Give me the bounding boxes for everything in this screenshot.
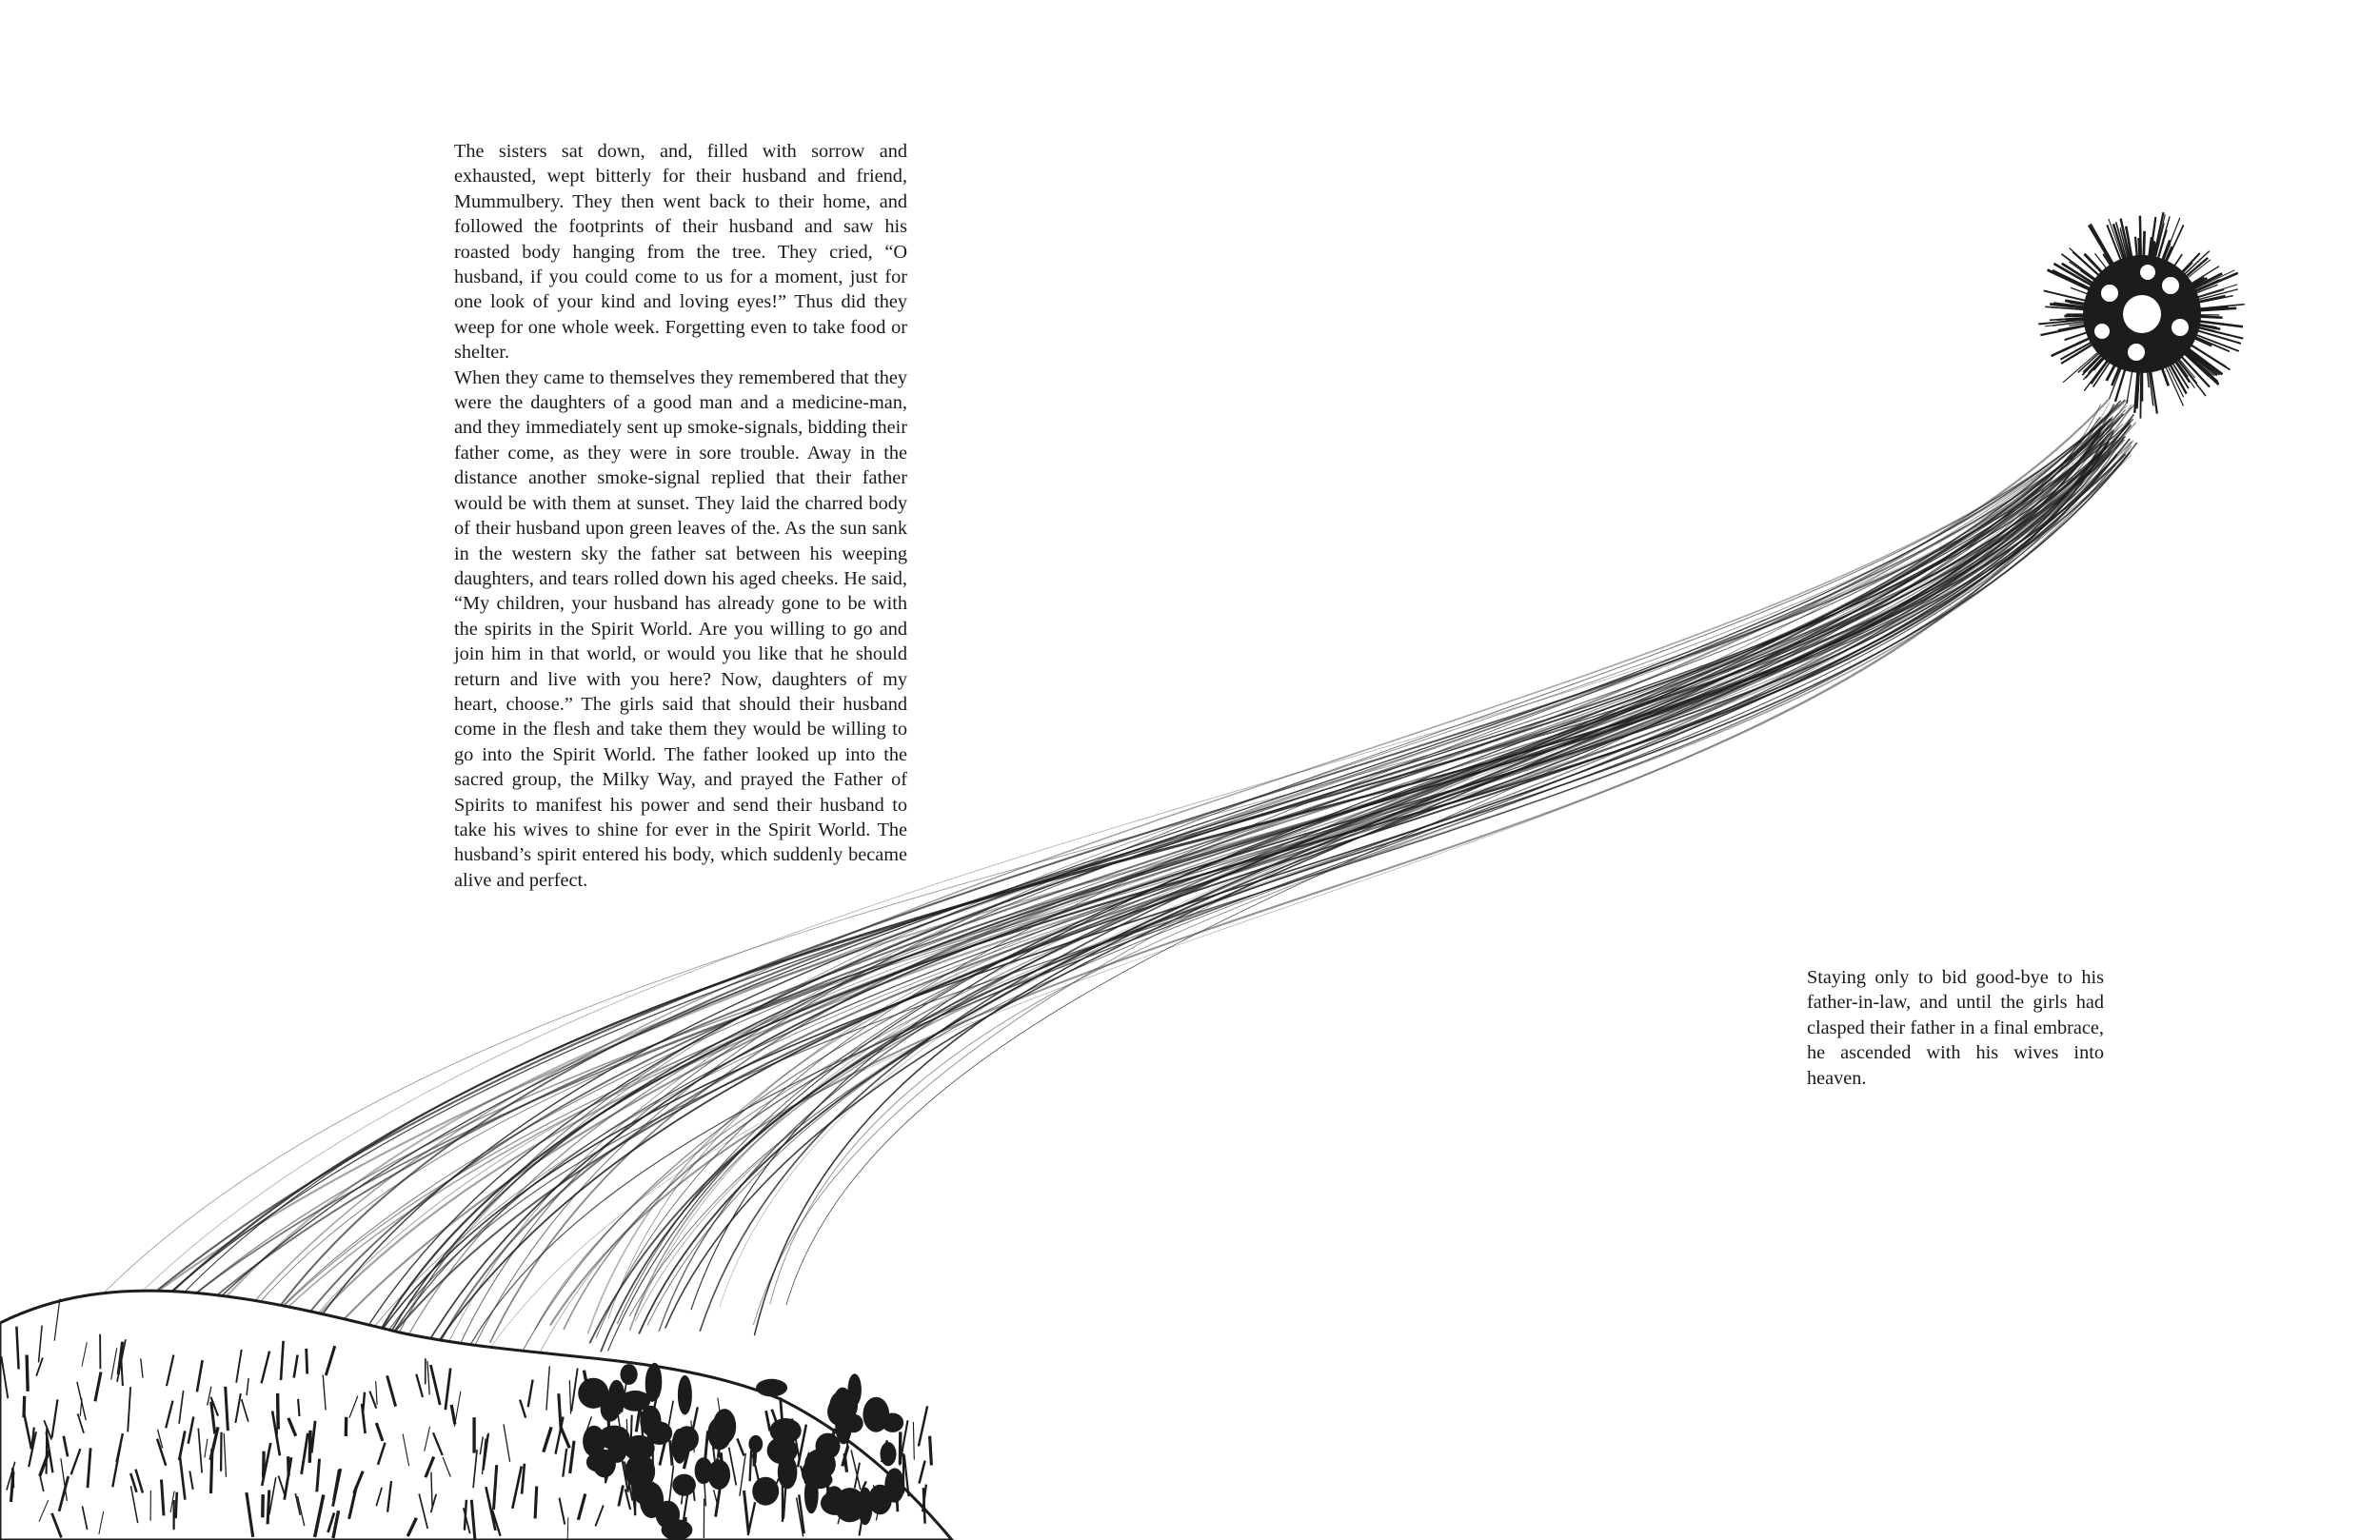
- mound-spot: [645, 1366, 660, 1402]
- mound-hatch: [919, 1406, 927, 1446]
- star-light: [2162, 277, 2179, 294]
- mound-hatch: [288, 1456, 289, 1475]
- left-page-text: [454, 139, 907, 893]
- star-light: [2140, 265, 2155, 280]
- spirit-trail-strokes: [11, 400, 2137, 1415]
- star-light: [2101, 285, 2118, 302]
- mound-spot: [770, 1418, 802, 1444]
- star-light: [2128, 344, 2145, 361]
- mound-spot: [778, 1455, 798, 1490]
- mound-spot: [621, 1364, 638, 1385]
- mound-hatch: [750, 1451, 752, 1481]
- right-page-text: [1807, 965, 2104, 1091]
- mound-hatch: [27, 1355, 28, 1392]
- mound-spot: [598, 1426, 629, 1450]
- earth-mound: [0, 1291, 952, 1540]
- mound-spot: [882, 1413, 903, 1432]
- mound-spot: [707, 1417, 731, 1451]
- left-paragraph-2: When they came to themselves they remembered that they were the daughters of a good man and a medicine-man, and they immediately sent up smoke-signals, bidding their father come, as they were in sore trouble. Away in the distance another smoke-signal replied that their father would be with them at sunset. They laid the charred body of their husband upon green leaves of the. As the sun sank in the western sky the father sat between his weeping daughters, and tears rolled down his aged cheeks. He said, “My children, your husband has already gone to be with the spirits in the Spirit World. Are you willing to go and join him in that world, or would you like that he should return and live with you here? Now, daughters of my heart, choose.” The girls said that should their husband come in the flesh and take them they would be willing to go into the Spirit World. The father looked up into the sacred group, the Milky Way, and prayed the Father of Spirits to manifest his power and send their husband to take his wives to shine for ever in the Spirit World. The husband’s spirit entered his body, which suddenly became alive and perfect.: [454, 366, 907, 891]
- right-paragraph-1: Staying only to bid good-bye to his father-in-law, and until the girls had clasped their father in a final embrace, he ascended with his wives into heaven.: [1807, 967, 2104, 1089]
- left-paragraph-1: The sisters sat down, and, filled with sorrow and exhausted, wept bitterly for their husband and friend, Mummulbery. They then went back to their home, and followed the footprints of their husband and saw his roasted body hanging from the tree. They cried, “O husband, if you could come to us for a moment, just for one look of your kind and loving eyes!” Thus did they weep for one whole week. Forgetting even to take food or shelter.: [454, 141, 907, 364]
- trail-stroke: [700, 401, 2120, 1331]
- trail-stroke: [11, 423, 2112, 1415]
- mound-hatch: [920, 1461, 925, 1484]
- trail-stroke: [754, 421, 2110, 1325]
- star-cluster: [2038, 212, 2245, 419]
- mound-hatch: [567, 1517, 568, 1539]
- mound-spot: [672, 1429, 688, 1464]
- star-light: [2123, 295, 2161, 333]
- mound-hatch: [535, 1487, 537, 1519]
- trail-stroke: [81, 455, 2125, 1390]
- mound-spot: [816, 1433, 841, 1460]
- mound-spot: [804, 1475, 819, 1513]
- mound-spot: [835, 1406, 852, 1445]
- mound-spot: [646, 1422, 672, 1445]
- mound-spot: [678, 1375, 692, 1415]
- mound-spot: [748, 1435, 763, 1452]
- star-light: [2172, 319, 2189, 336]
- mound-spot: [881, 1442, 897, 1466]
- trail-stroke: [770, 454, 2116, 1304]
- mound-hatch: [298, 1399, 299, 1416]
- mound-hatch: [930, 1436, 932, 1466]
- mound-hatch: [211, 1449, 212, 1493]
- mound-spot: [756, 1379, 787, 1397]
- trail-stroke: [112, 455, 2110, 1376]
- mound-spot: [662, 1519, 693, 1540]
- mound-hatch: [913, 1422, 914, 1460]
- mound-hatch: [309, 1431, 310, 1463]
- mound-spot: [858, 1488, 873, 1526]
- mound-spot: [632, 1470, 649, 1504]
- mound-hatch: [268, 1491, 269, 1525]
- mound-hatch: [176, 1492, 177, 1519]
- mound-hatch: [24, 1396, 25, 1418]
- mound-hatch: [278, 1393, 279, 1430]
- star-light: [2094, 324, 2110, 339]
- mound-spot: [672, 1474, 696, 1496]
- mound-hatch: [47, 1429, 48, 1474]
- mound-spot: [752, 1477, 779, 1506]
- mound-spot: [695, 1457, 713, 1484]
- mound-spot: [601, 1396, 621, 1422]
- star-ray: [2135, 237, 2137, 258]
